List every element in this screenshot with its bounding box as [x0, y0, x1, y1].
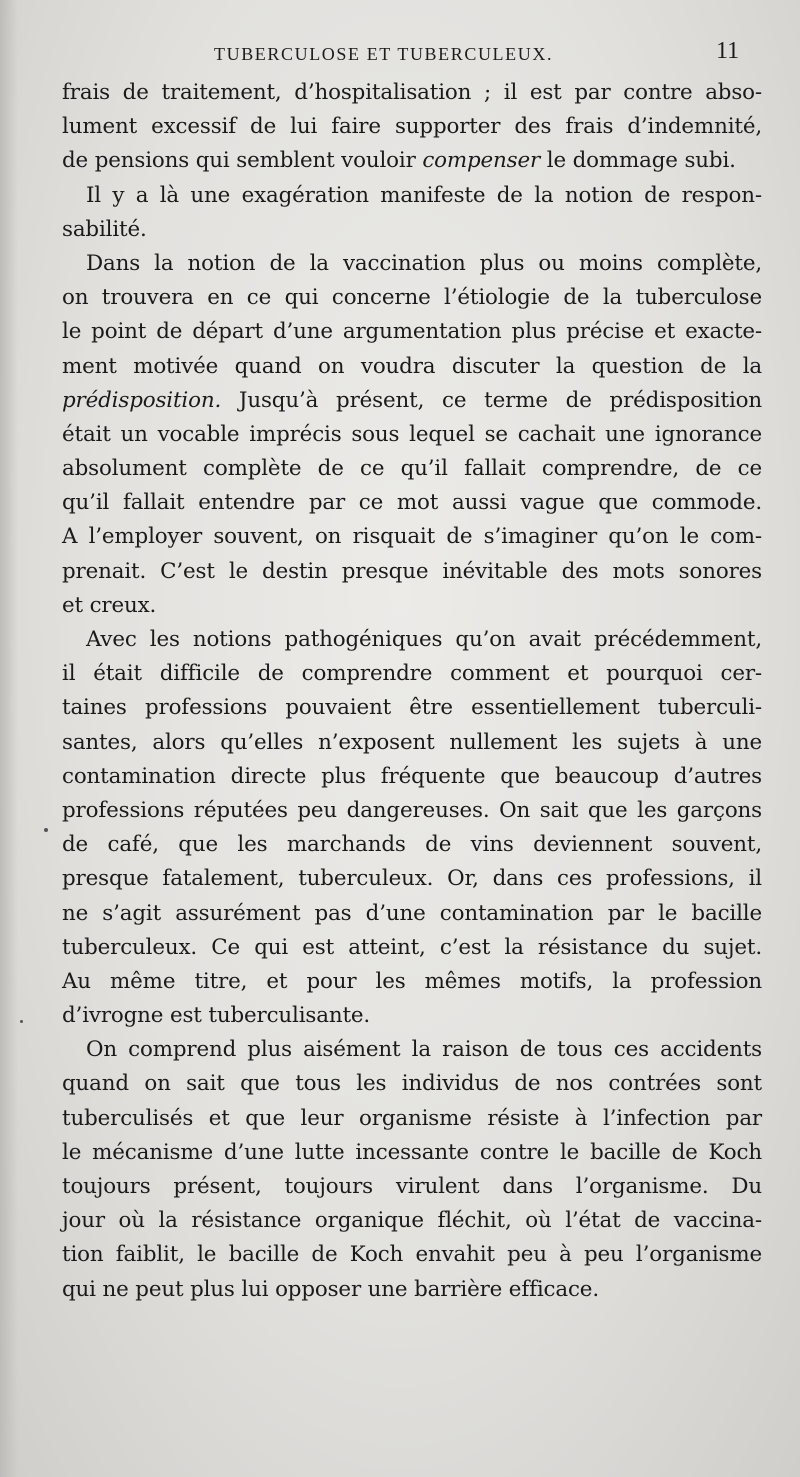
ink-speck — [44, 828, 48, 832]
text-run: de pensions qui semblent vouloir — [62, 148, 423, 174]
text-run: et creux. — [62, 592, 157, 618]
text-run: de café, que les marchands de vins deviennent souvent, — [62, 832, 762, 858]
text-run: Avec les notions pathogéniques qu’on avait précédemment, — [86, 627, 762, 652]
text-run: Au même titre, et pour les mêmes motifs, la profession — [62, 968, 762, 994]
text-line — [62, 213, 762, 247]
text-run: toujours présent, toujours virulent dans l’organisme. Du — [62, 1174, 762, 1199]
text-line — [62, 999, 762, 1033]
page-header — [0, 40, 800, 70]
text-line — [62, 828, 762, 862]
text-line — [62, 555, 762, 589]
text-line — [62, 657, 762, 691]
italic-text: compenser — [422, 148, 541, 174]
text-run: tuberculisés et que leur organisme résiste à l’infection par — [62, 1105, 762, 1131]
text-line — [62, 1033, 762, 1067]
ink-speck — [20, 1020, 23, 1023]
italic-text: prédisposition. — [62, 387, 222, 413]
text-run: jour où la résistance organique fléchit, où l’état de vaccina- — [62, 1208, 762, 1234]
text-run: tuberculeux. Ce qui est atteint, c’est la résistance du sujet. — [62, 934, 762, 960]
text-run: Dans la notion de la vaccination plus ou moins complète, — [86, 250, 762, 276]
text-line — [62, 1204, 762, 1238]
text-run: tion faiblit, le bacille de Koch envahit peu à peu l’organisme — [62, 1242, 762, 1268]
text-run: absolument complète de ce qu’il fallait comprendre, de ce — [62, 456, 762, 482]
text-line — [62, 897, 762, 931]
text-line — [62, 144, 762, 178]
text-run: On comprend plus aisément la raison de tous ces accidents — [86, 1037, 762, 1063]
text-run: ment motivée quand on voudra discuter la question de la — [62, 353, 762, 379]
text-line — [62, 452, 762, 486]
text-line — [62, 486, 762, 520]
text-run: presque fatalement, tuberculeux. Or, dans ces professions, il — [62, 866, 762, 892]
text-run: le point de départ d’une argumentation plus précise et exacte- — [62, 319, 762, 345]
text-line — [62, 794, 762, 828]
text-run: A l’employer souvent, on risquait de s’imaginer qu’on le com- — [62, 524, 762, 550]
text-run: Jusqu’à présent, ce terme de prédisposition — [221, 387, 762, 413]
text-run: d’ivrogne est tuberculisante. — [62, 1003, 371, 1029]
text-run: qui ne peut plus lui opposer une barrière efficace. — [62, 1276, 599, 1302]
text-line — [62, 862, 762, 896]
text-line — [62, 76, 762, 110]
text-run: il était difficile de comprendre comment et pourquoi cer- — [62, 661, 762, 687]
text-line — [62, 520, 762, 554]
text-line — [62, 1136, 762, 1170]
text-run: ne s’agit assurément pas d’une contamination par le bacille — [62, 900, 762, 926]
text-line — [62, 350, 762, 384]
text-run: santes, alors qu’elles n’exposent nullement les sujets à une — [62, 729, 762, 755]
text-run: sabilité. — [62, 216, 147, 242]
text-line — [62, 1102, 762, 1136]
text-run: était un vocable imprécis sous lequel se cachait une ignorance — [62, 421, 762, 447]
text-line — [62, 1170, 762, 1204]
text-line — [62, 384, 762, 418]
text-line — [62, 281, 762, 315]
text-run: le mécanisme d’une lutte incessante contre le bacille de Koch — [62, 1139, 762, 1165]
text-line — [62, 247, 762, 281]
text-run: quand on sait que tous les individus de nos contrées sont — [62, 1071, 762, 1097]
text-run: on trouvera en ce qui concerne l’étiologie de la tuberculose — [62, 285, 762, 311]
text-line — [62, 110, 762, 144]
text-line — [62, 1273, 762, 1307]
text-line — [62, 1238, 762, 1272]
text-line — [62, 589, 762, 623]
text-line — [62, 1067, 762, 1101]
page-number: 11 — [716, 38, 740, 64]
text-run: contamination directe plus fréquente que beaucoup d’autres — [62, 763, 762, 789]
text-line — [62, 418, 762, 452]
text-run: le dommage subi. — [540, 148, 736, 174]
text-line — [62, 931, 762, 965]
text-run: frais de traitement, d’hospitalisation ; il est par contre abso- — [62, 80, 762, 105]
text-line — [62, 179, 762, 213]
text-line — [62, 315, 762, 349]
running-title: TUBERCULOSE ET TUBERCULEUX. — [214, 44, 554, 64]
text-line — [62, 691, 762, 725]
text-run: taines professions pouvaient être essentiellement tuberculi- — [62, 695, 762, 721]
body-text — [62, 76, 762, 1307]
text-run: professions réputées peu dangereuses. On sait que les garçons — [62, 797, 762, 823]
text-line — [62, 623, 762, 657]
text-run: prenait. C’est le destin presque inévitable des mots sonores — [62, 558, 762, 584]
text-line — [62, 965, 762, 999]
text-line — [62, 726, 762, 760]
text-line — [62, 760, 762, 794]
text-run: qu’il fallait entendre par ce mot aussi vague que commode. — [62, 490, 762, 516]
text-run: lument excessif de lui faire supporter des frais d’indemnité, — [62, 114, 762, 140]
text-run: Il y a là une exagération manifeste de la notion de respon- — [86, 182, 762, 208]
